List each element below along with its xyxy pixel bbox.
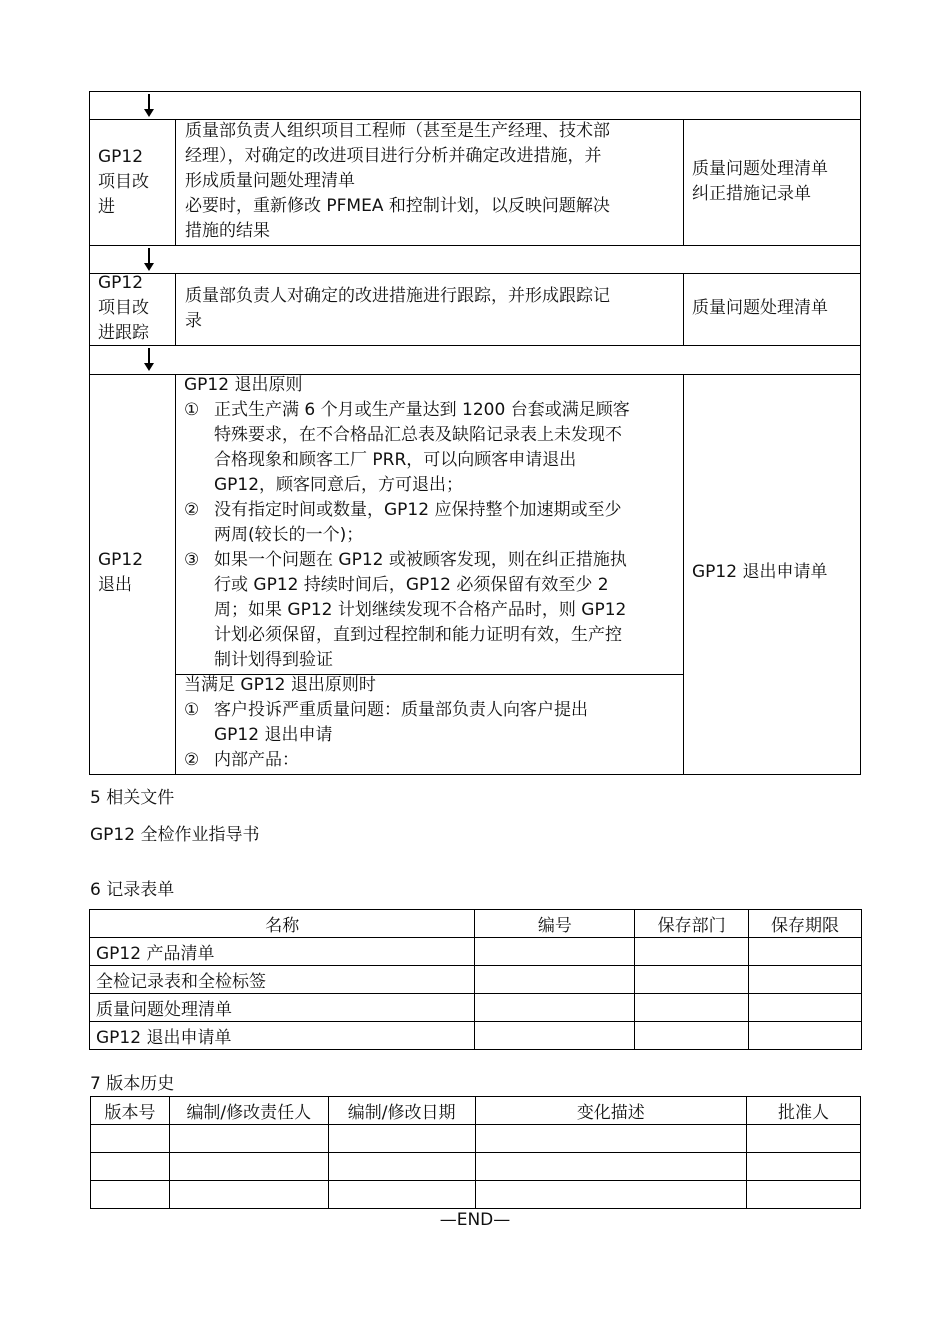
exit-records: GP12 退出申请单 — [692, 562, 828, 582]
track-description: 质量部负责人对确定的改进措施进行跟踪，并形成跟踪记 录 — [185, 286, 610, 331]
exit-principle-1: ① 正式生产满 6 个月或生产量达到 1200 台套或满足顾客 特殊要求，在不合格品汇总表及缺陷记录表上未发现不 合格现象和顾客工厂 PRR，可以向顾客申请退出 GP12，顾客同意后，方可退出； — [184, 400, 630, 495]
table-header: 批准人 — [747, 1097, 861, 1125]
table-row — [90, 966, 862, 994]
exit-principle-3: ③ 如果一个问题在 GP12 或被顾客发现，则在纠正措施执 行或 GP12 持续时间后，GP12 必须保留有效至少 2 周；如果 GP12 计划继续发现不合格产品时，则 GP12 计划必须保留，直到过程控制和能力证明有效，生产控 制计划得到验证 — [184, 550, 627, 670]
table-row — [91, 1125, 861, 1153]
table-row — [90, 1022, 862, 1050]
track-col-divider-2 — [683, 273, 684, 346]
arrow-row-3 — [89, 345, 861, 375]
arrow-row-1 — [89, 91, 861, 120]
table-header: 变化描述 — [475, 1097, 747, 1125]
down-arrowhead-icon — [144, 263, 154, 271]
exit-principle-title: GP12 退出原则 — [184, 375, 303, 395]
records-table — [89, 909, 862, 1050]
exit-principle-2: ② 没有指定时间或数量，GP12 应保持整个加速期或至少 两周(较长的一个)； — [184, 500, 622, 545]
section7-title: 7 版本历史 — [90, 1074, 175, 1094]
table-header: 编号 — [475, 910, 635, 938]
down-arrow-icon — [148, 94, 150, 110]
table-header: 保存部门 — [635, 910, 749, 938]
exit-col-divider-1 — [175, 374, 176, 775]
table-header: 编制/修改日期 — [328, 1097, 475, 1125]
down-arrowhead-icon — [144, 363, 154, 371]
down-arrowhead-icon — [144, 109, 154, 117]
table-row — [90, 994, 862, 1022]
table-row — [91, 1153, 861, 1181]
arrow-row-2 — [89, 245, 861, 274]
table-row — [90, 938, 862, 966]
down-arrow-icon — [148, 248, 150, 264]
table-header-row — [90, 910, 862, 938]
improve-description: 质量部负责人组织项目工程师（甚至是生产经理、技术部 经理），对确定的改进项目进行分析并确定改进措施，并 形成质量问题处理清单 必要时，重新修改 PFMEA 和控制计划，以反映问题解决 措施的结果 — [185, 121, 610, 241]
table-cell: 质量问题处理清单 — [90, 994, 475, 1022]
exit-when-2: ② 内部产品： — [184, 750, 299, 770]
section5-doc: GP12 全检作业指导书 — [90, 825, 260, 845]
down-arrow-icon — [148, 348, 150, 364]
exit-when — [184, 673, 680, 773]
improve-col-divider-2 — [683, 119, 684, 246]
exit-step-label: GP12 退出 — [98, 550, 144, 595]
track-records: 质量问题处理清单 — [692, 298, 828, 318]
table-cell: GP12 产品清单 — [90, 938, 475, 966]
table-cell: 全检记录表和全检标签 — [90, 966, 475, 994]
exit-principles — [184, 373, 680, 673]
table-header: 名称 — [90, 910, 475, 938]
table-header-row — [91, 1097, 861, 1125]
table-header: 编制/修改责任人 — [169, 1097, 328, 1125]
track-step-label: GP12 项目改 进跟踪 — [98, 273, 149, 343]
table-header: 版本号 — [91, 1097, 170, 1125]
end-marker: —END— — [439, 1210, 511, 1230]
track-col-divider-1 — [175, 273, 176, 346]
improve-col-divider-1 — [175, 119, 176, 246]
exit-when-1: ① 客户投诉严重质量问题：质量部负责人向客户提出 GP12 退出申请 — [184, 700, 588, 745]
improve-records: 质量问题处理清单 纠正措施记录单 — [692, 159, 828, 204]
exit-when-title: 当满足 GP12 退出原则时 — [184, 675, 376, 695]
section5-title: 5 相关文件 — [90, 788, 175, 808]
table-header: 保存期限 — [749, 910, 862, 938]
exit-col-divider-2 — [683, 374, 684, 775]
section6-title: 6 记录表单 — [90, 880, 175, 900]
table-cell: GP12 退出申请单 — [90, 1022, 475, 1050]
version-table — [90, 1096, 861, 1209]
improve-step-label: GP12 项目改 进 — [98, 147, 149, 217]
table-row — [91, 1181, 861, 1209]
